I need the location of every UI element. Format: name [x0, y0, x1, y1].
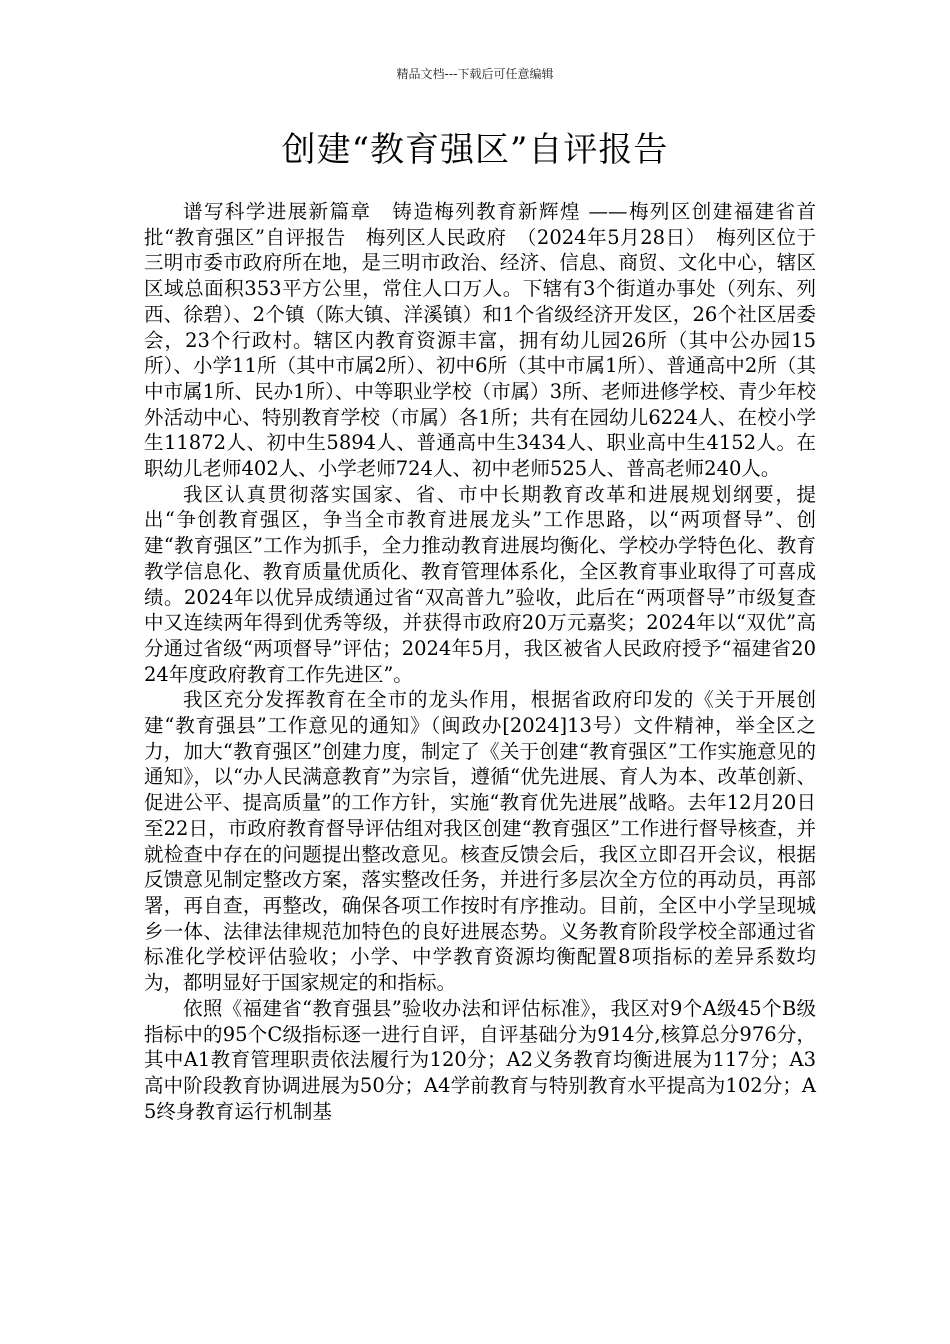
paragraph-achievements: 我区认真贯彻落实国家、省、市中长期教育改革和进展规划纲要，提出“争创教育强区，争当全市教育进展龙头”工作思路，以“两项督导”、创建“教育强区”工作为抓手，全力推动教育进展均衡化、学校办学特色化、教育教学信息化、教育质量优质化、教育管理体系化，全区教育事业取得了可喜成绩。2024年以优异成绩通过省“双高普九”验收，此后在“两项督导”市级复查中又连续两年得到优秀等级，并获得市政府20万元嘉奖；2024年以“双优”高分通过省级“两项督导”评估；2024年5月，我区被省人民政府授予“福建省2024年度政府教育工作先进区”。 [144, 482, 816, 686]
document-body [144, 199, 816, 1124]
page-header: 精品文档---下载后可任意编辑 [396, 67, 554, 81]
paragraph-implementation: 我区充分发挥教育在全市的龙头作用，根据省政府印发的《关于开展创建“教育强县”工作意见的通知》（闽政办[2024]13号）文件精神，举全区之力，加大“教育强区”创建力度，制定了《关于创建“教育强区”工作实施意见的通知》，以“办人民满意教育”为宗旨，遵循“优先进展、育人为本、改革创新、促进公平、提高质量”的工作方针，实施“教育优先进展”战略。去年12月20日至22日，市政府教育督导评估组对我区创建“教育强区”工作进行督导核查，并就检查中存在的问题提出整改意见。核查反馈会后，我区立即召开会议，根据反馈意见制定整改方案，落实整改任务，并进行多层次全方位的再动员，再部署，再自查，再整改，确保各项工作按时有序推动。目前，全区中小学呈现城乡一体、法律法律规范加特色的良好进展态势。义务教育阶段学校全部通过省标准化学校评估验收；小学、中学教育资源均衡配置8项指标的差异系数均为，都明显好于国家规定的和指标。 [144, 688, 816, 995]
paragraph-intro: 谱写科学进展新篇章 铸造梅列教育新辉煌 ——梅列区创建福建省首批“教育强区”自评报告 梅列区人民政府 （2024年5月28日） 梅列区位于三明市委市政府所在地，是三明市政治、经济、信息、商贸、文化中心，辖区区域总面积353平方公里，常住人口万人。下辖有3个街道办事处（列东、列西、徐碧）、2个镇（陈大镇、洋溪镇）和1个省级经济开发区，26个社区居委会，23个行政村。辖区内教育资源丰富，拥有幼儿园26所（其中公办园15所）、小学11所（其中市属2所）、初中6所（其中市属1所）、普通高中2所（其中市属1所、民办1所）、中等职业学校（市属）3所、老师进修学校、青少年校外活动中心、特别教育学校（市属）各1所；共有在园幼儿6224人、在校小学生11872人、初中生5894人、普通高中生3434人、职业高中生4152人。在职幼儿老师402人、小学老师724人、初中老师525人、普高老师240人。 [144, 200, 816, 481]
paragraph-self-evaluation: 依照《福建省“教育强县”验收办法和评估标准》，我区对9个A级45个B级指标中的95个C级指标逐一进行自评，自评基础分为914分,核算总分976分，其中A1教育管理职责依法履行为120分；A2义务教育均衡进展为117分；A3高中阶段教育协调进展为50分；A4学前教育与特别教育水平提高为102分；A5终身教育运行机制基 [144, 996, 816, 1123]
document-title: 创建“教育强区”自评报告 [281, 130, 669, 170]
